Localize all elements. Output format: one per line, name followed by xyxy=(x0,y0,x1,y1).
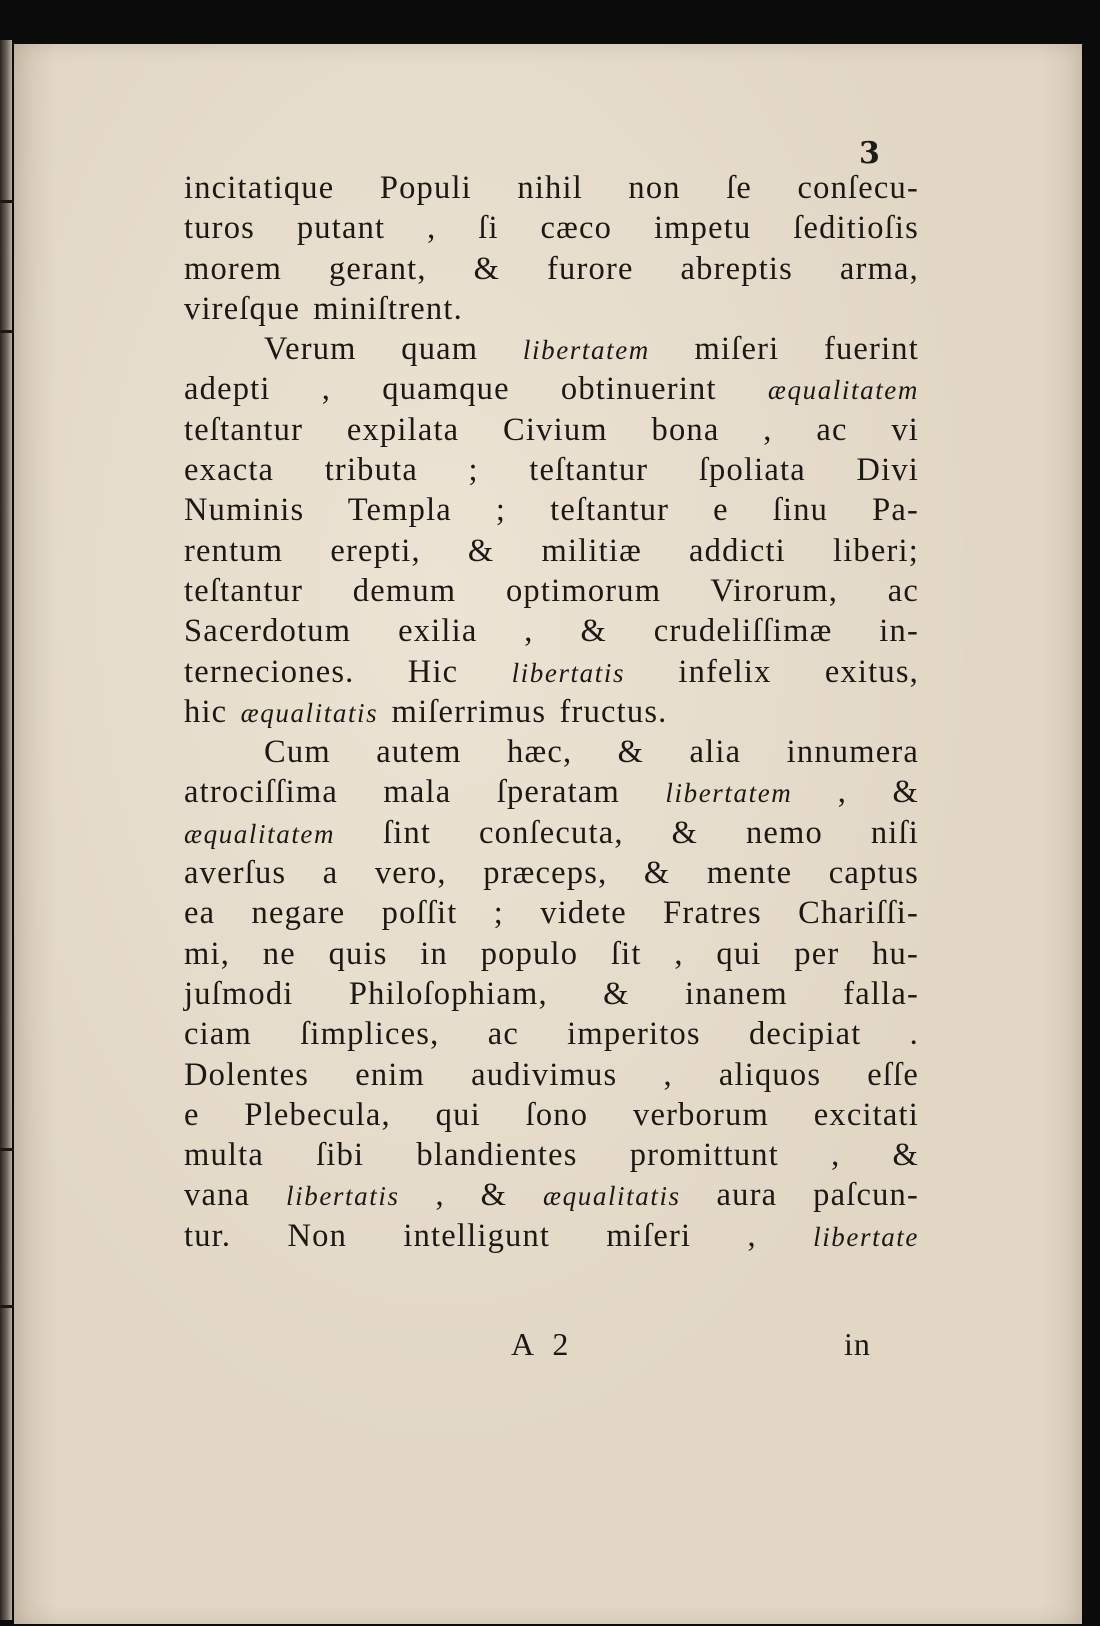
text-line xyxy=(184,1135,919,1175)
page-number: 3 xyxy=(859,136,880,171)
italic-term: libertatis xyxy=(511,657,626,688)
text-segment: , & xyxy=(792,774,919,811)
italic-term: libertatis xyxy=(286,1181,400,1212)
text-line xyxy=(184,410,919,450)
italic-term: libertatem xyxy=(665,778,793,809)
italic-term: libertate xyxy=(813,1221,919,1252)
italic-term: æqualitatis xyxy=(543,1181,681,1212)
text-line xyxy=(184,369,919,409)
text-segment: e Plebecula, qui ſono verborum excitati xyxy=(184,1096,919,1133)
text-line xyxy=(184,732,919,772)
text-line xyxy=(184,853,919,893)
text-segment: ea negare poſſit ; videte Fratres Chariſſi- xyxy=(184,895,919,932)
text-segment: mi, ne quis in populo ſit , qui per hu- xyxy=(184,935,919,972)
text-line xyxy=(184,289,919,329)
text-segment: hic xyxy=(184,693,241,730)
text-segment: ciam ſimplices, ac imperitos decipiat . xyxy=(184,1016,919,1053)
text-line xyxy=(184,1095,919,1135)
italic-term: æqualitatem xyxy=(767,375,919,406)
text-segment: exacta tributa ; teſtantur ſpoliata Divi xyxy=(184,452,919,489)
text-line xyxy=(184,974,919,1014)
text-segment: Numinis Templa ; teſtantur e ſinu Pa- xyxy=(184,492,919,529)
body-text xyxy=(184,168,919,1256)
text-line xyxy=(184,208,919,248)
text-segment: miſeri fuerint xyxy=(649,331,919,368)
text-line xyxy=(184,1175,919,1215)
text-segment: Verum quam xyxy=(264,331,523,368)
text-line xyxy=(184,168,919,208)
text-segment: averſus a vero, præceps, & mente captus xyxy=(184,855,919,892)
text-line xyxy=(184,450,919,490)
text-segment: rentum erepti, & militiæ addicti liberi; xyxy=(184,532,919,569)
text-segment: ſint conſecuta, & nemo niſi xyxy=(335,814,919,851)
text-line xyxy=(184,531,919,571)
text-line xyxy=(184,1014,919,1054)
text-segment: incitatique Populi nihil non ſe conſecu- xyxy=(184,170,919,206)
text-line xyxy=(184,652,919,692)
book-binding-edge xyxy=(0,40,12,1620)
book-page xyxy=(14,44,1082,1624)
text-segment: miſerrimus fructus. xyxy=(378,693,668,730)
signature-mark: A 2 xyxy=(511,1326,575,1362)
text-segment: teſtantur expilata Civium bona , ac vi xyxy=(184,411,919,448)
text-line xyxy=(184,490,919,530)
text-line xyxy=(184,249,919,289)
text-segment: tur. Non intelligunt miſeri , xyxy=(184,1217,814,1254)
text-line xyxy=(184,1055,919,1095)
text-segment: vana xyxy=(184,1177,287,1214)
text-segment: juſmodi Philoſophiam, & inanem falla- xyxy=(184,975,919,1012)
text-segment: infelix exitus, xyxy=(625,653,919,690)
text-line xyxy=(184,813,919,853)
text-segment: atrociſſima mala ſperatam xyxy=(184,774,666,811)
italic-term: libertatem xyxy=(522,335,650,366)
text-line xyxy=(184,934,919,974)
text-line xyxy=(184,1216,919,1256)
text-line xyxy=(184,329,919,369)
text-segment: vireſque miniſtrent. xyxy=(184,290,463,327)
text-line xyxy=(184,611,919,651)
italic-term: æqualitatem xyxy=(184,818,336,849)
text-segment: , & xyxy=(399,1177,544,1214)
italic-term: æqualitatis xyxy=(240,697,379,728)
text-segment: multa ſibi blandientes promittunt , & xyxy=(184,1137,919,1174)
text-segment: Dolentes enim audivimus , aliquos eſſe xyxy=(184,1056,919,1093)
text-line xyxy=(184,692,919,732)
text-segment: Sacerdotum exilia , & crudeliſſimæ in- xyxy=(184,613,919,650)
text-segment: terneciones. Hic xyxy=(184,653,512,690)
text-line xyxy=(184,893,919,933)
text-segment: morem gerant, & furore abreptis arma, xyxy=(184,250,919,287)
text-segment: Cum autem hæc, & alia innumera xyxy=(264,734,919,771)
catchword: in xyxy=(844,1326,871,1362)
text-line xyxy=(184,571,919,611)
text-line xyxy=(184,772,919,812)
text-segment: turos putant , ſi cæco impetu ſeditioſis xyxy=(184,210,919,247)
text-segment: teſtantur demum optimorum Virorum, ac xyxy=(184,572,919,609)
text-segment: aura paſcun- xyxy=(680,1177,920,1214)
text-segment: adepti , quamque obtinuerint xyxy=(184,371,768,408)
